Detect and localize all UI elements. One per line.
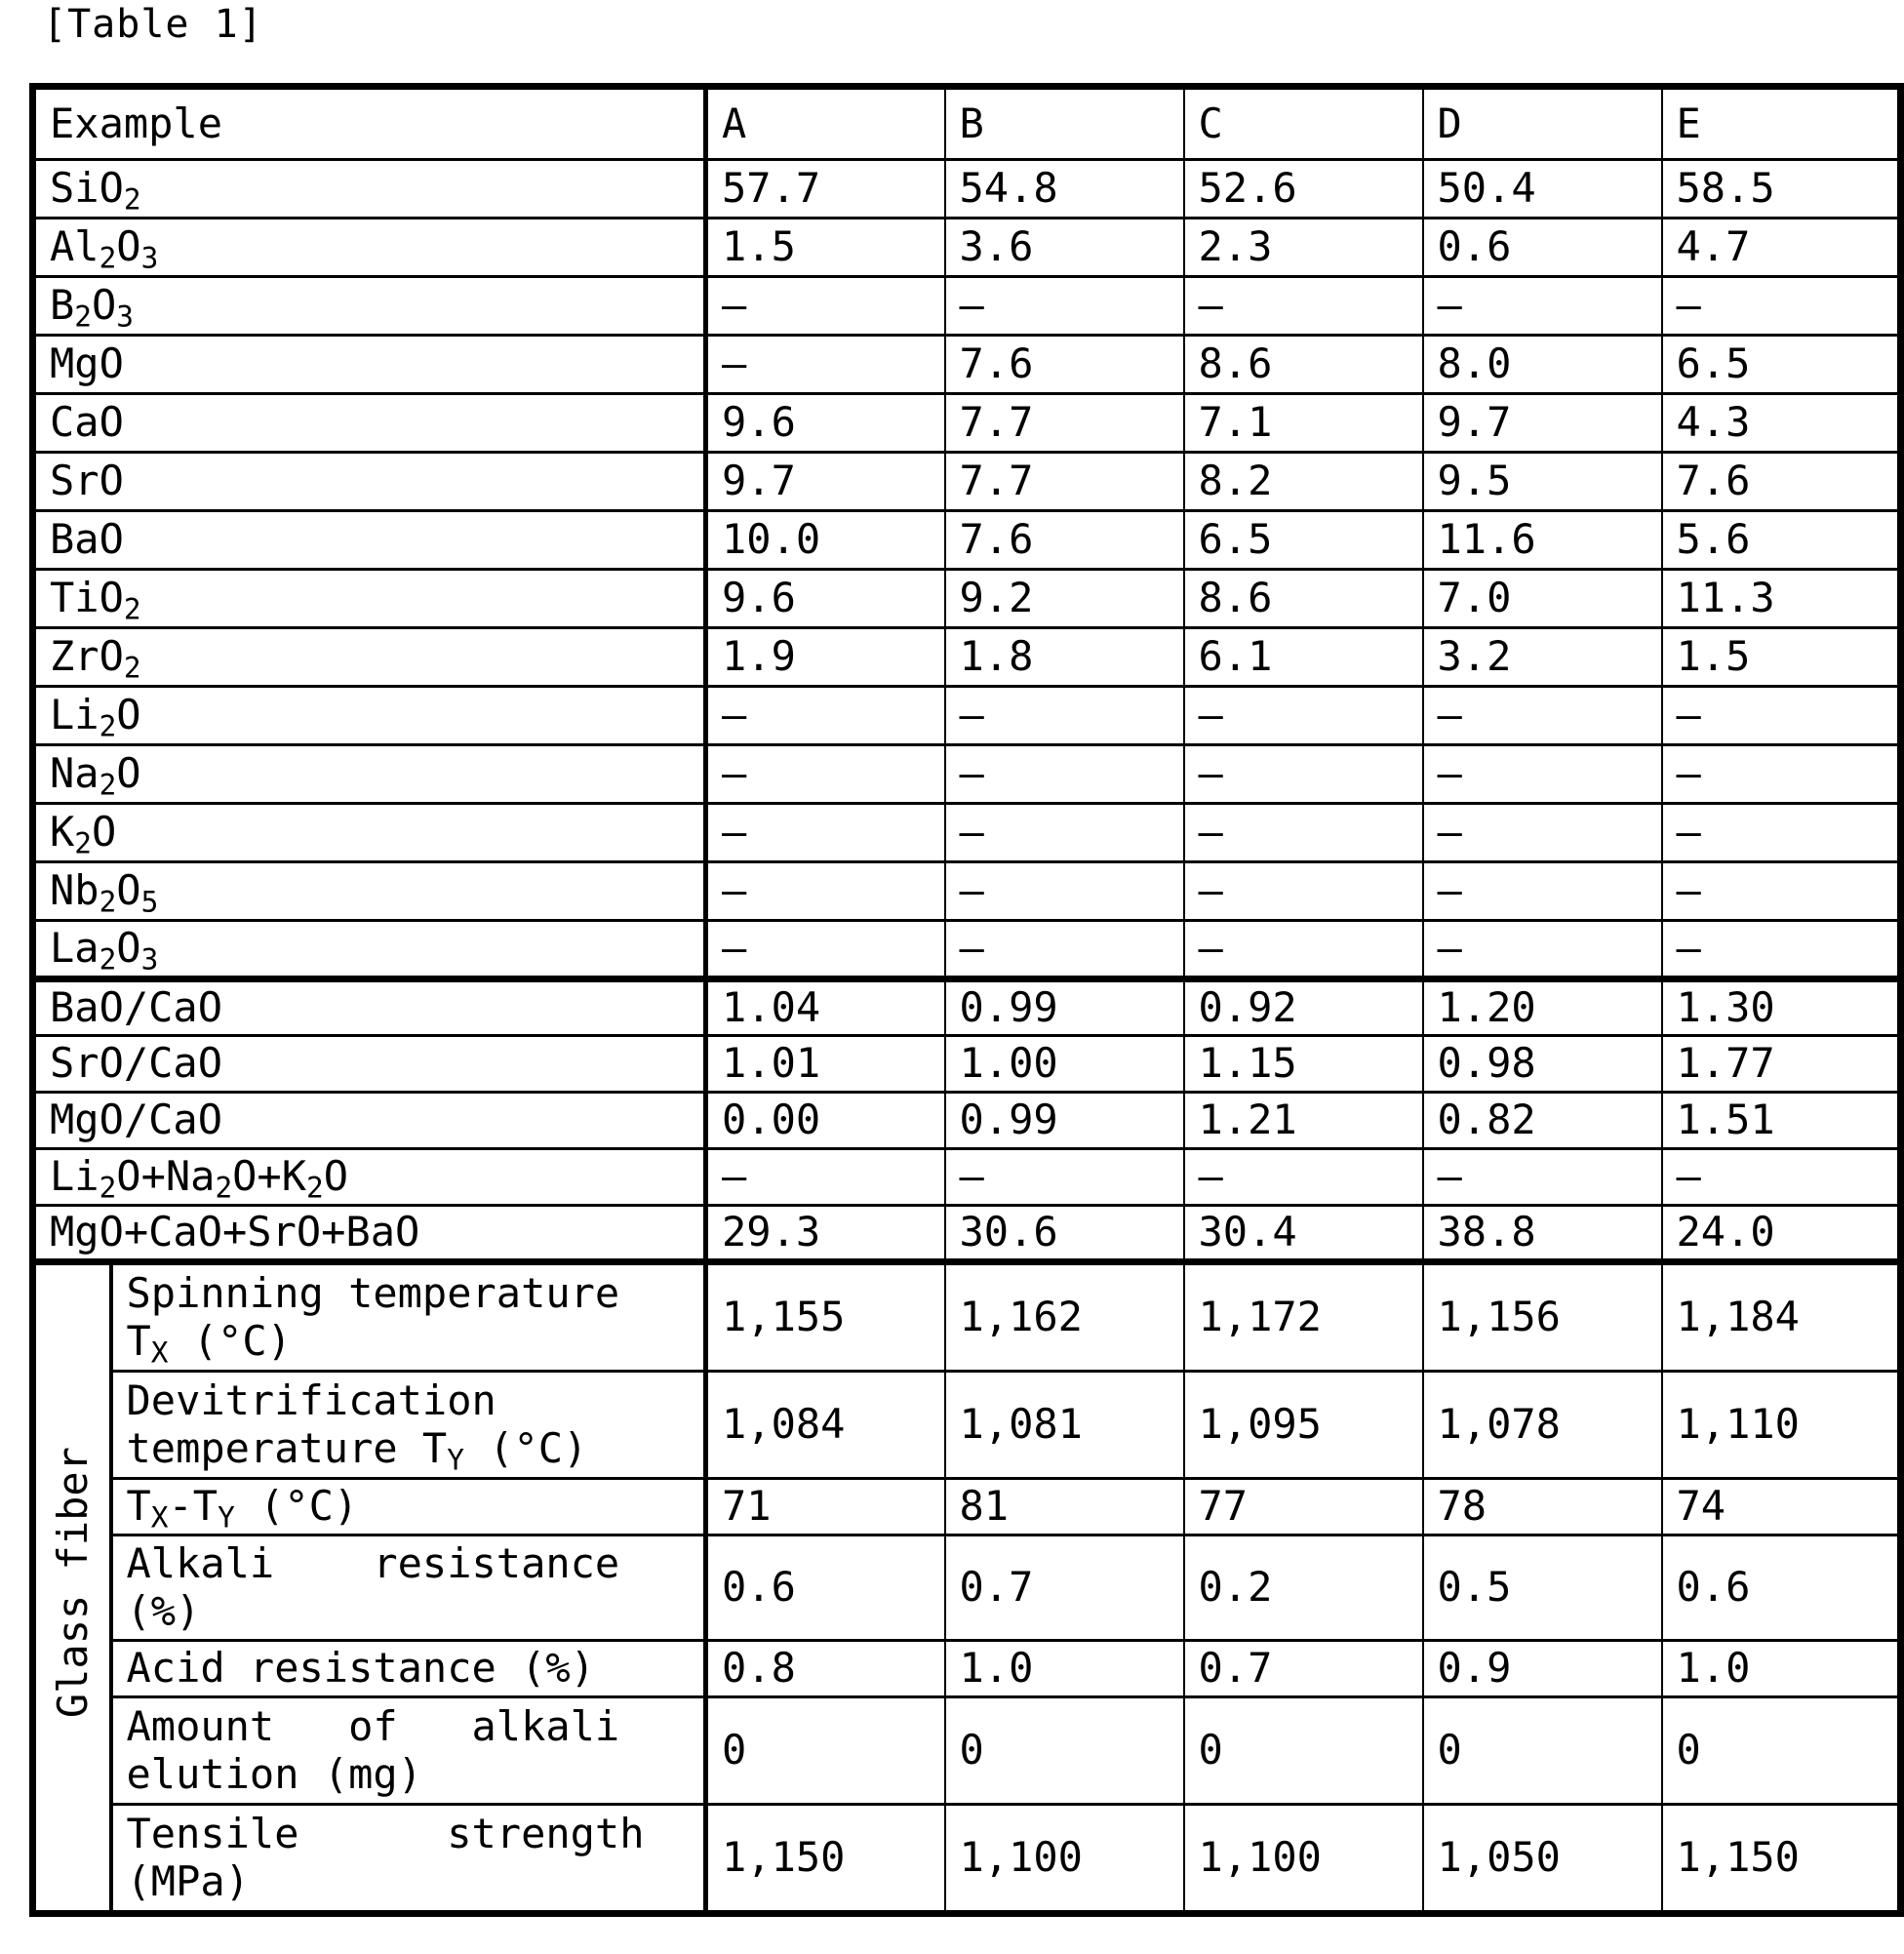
value-cell: 9.7 <box>1423 394 1662 453</box>
value-cell: 1.9 <box>706 628 945 687</box>
value-cell: — <box>706 336 945 394</box>
value-cell: 1,150 <box>1662 1805 1901 1914</box>
value-cell: — <box>1662 277 1901 336</box>
table-row <box>33 1262 1901 1372</box>
value-cell: 24.0 <box>1662 1206 1901 1262</box>
value-cell: 0.7 <box>945 1535 1184 1641</box>
value-cell: 3.6 <box>945 219 1184 277</box>
value-cell: 1,100 <box>1184 1805 1423 1914</box>
table-row <box>33 1093 1901 1149</box>
value-cell: — <box>1423 804 1662 862</box>
value-cell: — <box>1184 745 1423 804</box>
row-label: CaO <box>33 394 706 453</box>
row-label: BaO <box>33 511 706 570</box>
value-cell: 52.6 <box>1184 160 1423 219</box>
column-header-d: D <box>1423 87 1662 160</box>
value-cell: — <box>1662 745 1901 804</box>
table-row <box>33 979 1901 1036</box>
value-cell: 1,050 <box>1423 1805 1662 1914</box>
value-cell: 0.92 <box>1184 979 1423 1036</box>
value-cell: — <box>706 921 945 979</box>
row-label: Amount of alkali elution (mg) <box>111 1697 706 1805</box>
column-header-b: B <box>945 87 1184 160</box>
value-cell: — <box>706 277 945 336</box>
row-label: TiO$_2$ <box>33 570 706 628</box>
value-cell: 0 <box>1662 1697 1901 1805</box>
table-row <box>33 511 1901 570</box>
value-cell: — <box>1423 862 1662 921</box>
value-cell: 1.5 <box>706 219 945 277</box>
value-cell: 4.3 <box>1662 394 1901 453</box>
value-cell: 0 <box>1184 1697 1423 1805</box>
value-cell: 0 <box>945 1697 1184 1805</box>
table-row <box>33 628 1901 687</box>
column-header-e: E <box>1662 87 1901 160</box>
value-cell: 0.8 <box>706 1641 945 1697</box>
value-cell: — <box>1662 687 1901 745</box>
table-row <box>33 219 1901 277</box>
value-cell: — <box>1423 745 1662 804</box>
value-cell: 0.99 <box>945 979 1184 1036</box>
value-cell: 9.6 <box>706 394 945 453</box>
value-cell: — <box>945 862 1184 921</box>
value-cell: 7.6 <box>1662 453 1901 511</box>
value-cell: 1,084 <box>706 1372 945 1479</box>
table-row <box>33 570 1901 628</box>
table-row <box>33 1149 1901 1206</box>
value-cell: 0.2 <box>1184 1535 1423 1641</box>
value-cell: 30.4 <box>1184 1206 1423 1262</box>
table-row <box>33 921 1901 979</box>
value-cell: — <box>1184 277 1423 336</box>
value-cell: — <box>945 1149 1184 1206</box>
value-cell: 81 <box>945 1479 1184 1535</box>
value-cell: 58.5 <box>1662 160 1901 219</box>
table-row <box>33 745 1901 804</box>
value-cell: 0.99 <box>945 1093 1184 1149</box>
row-label: SiO$_2$ <box>33 160 706 219</box>
header-example: Example <box>33 87 706 160</box>
value-cell: 11.6 <box>1423 511 1662 570</box>
value-cell: 29.3 <box>706 1206 945 1262</box>
value-cell: — <box>1662 921 1901 979</box>
value-cell: 6.5 <box>1184 511 1423 570</box>
value-cell: 1.8 <box>945 628 1184 687</box>
value-cell: 0 <box>1423 1697 1662 1805</box>
table-row <box>33 862 1901 921</box>
value-cell: — <box>945 277 1184 336</box>
table-row <box>33 1697 1901 1805</box>
table-row <box>33 1641 1901 1697</box>
table-row <box>33 1805 1901 1914</box>
value-cell: 57.7 <box>706 160 945 219</box>
value-cell: — <box>706 804 945 862</box>
value-cell: 38.8 <box>1423 1206 1662 1262</box>
value-cell: 1.01 <box>706 1036 945 1093</box>
row-label: $La_2O_3$ <box>33 921 706 979</box>
value-cell: — <box>1184 1149 1423 1206</box>
value-cell: 1.30 <box>1662 979 1901 1036</box>
value-cell: 0.7 <box>1184 1641 1423 1697</box>
table-row <box>33 1206 1901 1262</box>
value-cell: 1.15 <box>1184 1036 1423 1093</box>
data-table <box>29 83 1904 1917</box>
row-label: Alkali resistance (%) <box>111 1535 706 1641</box>
value-cell: — <box>706 687 945 745</box>
page-title: [Table 1] <box>43 2 263 47</box>
value-cell: — <box>1184 687 1423 745</box>
row-label: $Na_2O$ <box>33 745 706 804</box>
glass-fiber-side-cell <box>33 1262 111 1914</box>
value-cell: 9.6 <box>706 570 945 628</box>
value-cell: — <box>1184 804 1423 862</box>
value-cell: — <box>1423 921 1662 979</box>
row-label: BaO/CaO <box>33 979 706 1036</box>
row-label: $B_2O_3$ <box>33 277 706 336</box>
value-cell: — <box>1423 687 1662 745</box>
value-cell: 0.9 <box>1423 1641 1662 1697</box>
value-cell: 8.0 <box>1423 336 1662 394</box>
table-row <box>33 453 1901 511</box>
row-label: $T_X-T_Y$ (°C) <box>111 1479 706 1535</box>
row-label: MgO/CaO <box>33 1093 706 1149</box>
row-label: $Li_2O+Na_2O+K_2O$ <box>33 1149 706 1206</box>
value-cell: 1,110 <box>1662 1372 1901 1479</box>
table-row <box>33 336 1901 394</box>
table-row <box>33 1036 1901 1093</box>
value-cell: — <box>1184 862 1423 921</box>
value-cell: 8.6 <box>1184 570 1423 628</box>
value-cell: — <box>1423 1149 1662 1206</box>
value-cell: 1,150 <box>706 1805 945 1914</box>
value-cell: — <box>1662 804 1901 862</box>
value-cell: 54.8 <box>945 160 1184 219</box>
value-cell: 1.04 <box>706 979 945 1036</box>
value-cell: 9.7 <box>706 453 945 511</box>
value-cell: — <box>945 745 1184 804</box>
table-row <box>33 160 1901 219</box>
value-cell: 1,095 <box>1184 1372 1423 1479</box>
row-label: $Nb_2O_5$ <box>33 862 706 921</box>
row-label: $K_2O$ <box>33 804 706 862</box>
value-cell: — <box>706 745 945 804</box>
table-row <box>33 277 1901 336</box>
value-cell: 5.6 <box>1662 511 1901 570</box>
table-row <box>33 1535 1901 1641</box>
value-cell: 78 <box>1423 1479 1662 1535</box>
value-cell: 1,156 <box>1423 1262 1662 1372</box>
value-cell: 1.5 <box>1662 628 1901 687</box>
value-cell: 74 <box>1662 1479 1901 1535</box>
value-cell: — <box>706 1149 945 1206</box>
table-body <box>33 160 1901 1914</box>
value-cell: 4.7 <box>1662 219 1901 277</box>
value-cell: 0.6 <box>706 1535 945 1641</box>
value-cell: 0.82 <box>1423 1093 1662 1149</box>
value-cell: 7.6 <box>945 336 1184 394</box>
row-label: Acid resistance (%) <box>111 1641 706 1697</box>
value-cell: 1.21 <box>1184 1093 1423 1149</box>
value-cell: 1,081 <box>945 1372 1184 1479</box>
value-cell: 6.1 <box>1184 628 1423 687</box>
value-cell: 1.51 <box>1662 1093 1901 1149</box>
value-cell: 11.3 <box>1662 570 1901 628</box>
header-row <box>33 87 1901 160</box>
glass-fiber-side-label: Glass fiber <box>49 1447 97 1719</box>
value-cell: — <box>945 804 1184 862</box>
value-cell: 7.0 <box>1423 570 1662 628</box>
row-label: Devitrification temperature $T_Y$ (°C) <box>111 1372 706 1479</box>
value-cell: 1,162 <box>945 1262 1184 1372</box>
row-label: ZrO$_2$ <box>33 628 706 687</box>
value-cell: 1,155 <box>706 1262 945 1372</box>
row-label: MgO <box>33 336 706 394</box>
value-cell: 7.7 <box>945 394 1184 453</box>
value-cell: 1,078 <box>1423 1372 1662 1479</box>
column-header-a: A <box>706 87 945 160</box>
value-cell: 0.98 <box>1423 1036 1662 1093</box>
value-cell: 9.2 <box>945 570 1184 628</box>
value-cell: 0.5 <box>1423 1535 1662 1641</box>
value-cell: 50.4 <box>1423 160 1662 219</box>
table-row <box>33 394 1901 453</box>
column-header-c: C <box>1184 87 1423 160</box>
value-cell: 1.00 <box>945 1036 1184 1093</box>
value-cell: 8.2 <box>1184 453 1423 511</box>
value-cell: — <box>945 687 1184 745</box>
table-row <box>33 1372 1901 1479</box>
value-cell: 71 <box>706 1479 945 1535</box>
value-cell: — <box>945 921 1184 979</box>
value-cell: 7.7 <box>945 453 1184 511</box>
value-cell: 77 <box>1184 1479 1423 1535</box>
table-row <box>33 1479 1901 1535</box>
value-cell: 7.1 <box>1184 394 1423 453</box>
table-row <box>33 687 1901 745</box>
row-label: MgO+CaO+SrO+BaO <box>33 1206 706 1262</box>
value-cell: 8.6 <box>1184 336 1423 394</box>
value-cell: 0.00 <box>706 1093 945 1149</box>
value-cell: — <box>1184 921 1423 979</box>
value-cell: 7.6 <box>945 511 1184 570</box>
value-cell: 1,172 <box>1184 1262 1423 1372</box>
value-cell: 30.6 <box>945 1206 1184 1262</box>
value-cell: 6.5 <box>1662 336 1901 394</box>
value-cell: 1.0 <box>945 1641 1184 1697</box>
value-cell: — <box>1662 862 1901 921</box>
row-label: SrO/CaO <box>33 1036 706 1093</box>
value-cell: 10.0 <box>706 511 945 570</box>
row-label: $Al_2O_3$ <box>33 219 706 277</box>
value-cell: 0 <box>706 1697 945 1805</box>
value-cell: 1,100 <box>945 1805 1184 1914</box>
value-cell: 0.6 <box>1662 1535 1901 1641</box>
value-cell: 1.0 <box>1662 1641 1901 1697</box>
row-label: SrO <box>33 453 706 511</box>
table-row <box>33 804 1901 862</box>
row-label: Tensile strength (MPa) <box>111 1805 706 1914</box>
value-cell: 2.3 <box>1184 219 1423 277</box>
value-cell: — <box>1423 277 1662 336</box>
value-cell: — <box>706 862 945 921</box>
value-cell: — <box>1662 1149 1901 1206</box>
value-cell: 0.6 <box>1423 219 1662 277</box>
value-cell: 9.5 <box>1423 453 1662 511</box>
row-label: $Li_2O$ <box>33 687 706 745</box>
row-label: Spinning temperature $T_X$ (°C) <box>111 1262 706 1372</box>
value-cell: 1,184 <box>1662 1262 1901 1372</box>
value-cell: 1.77 <box>1662 1036 1901 1093</box>
value-cell: 1.20 <box>1423 979 1662 1036</box>
value-cell: 3.2 <box>1423 628 1662 687</box>
